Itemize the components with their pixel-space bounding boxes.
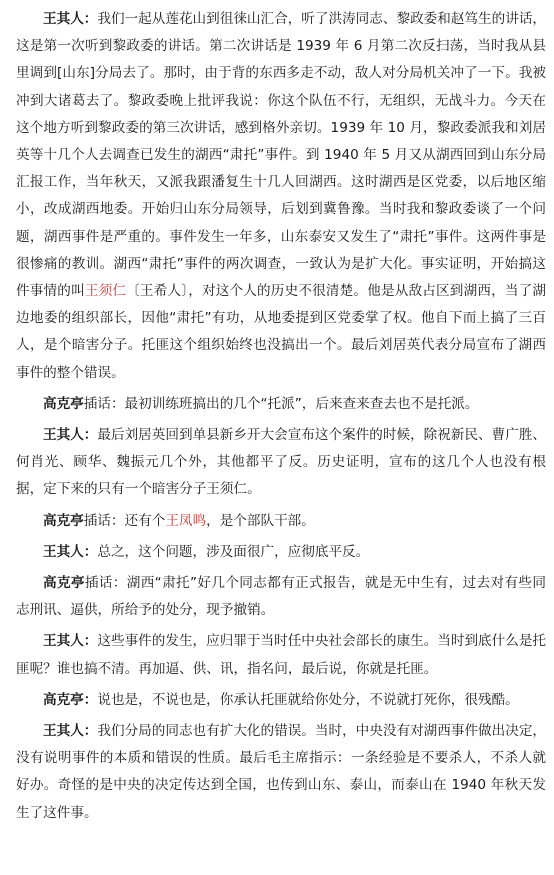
paragraph — [16, 508, 546, 535]
paragraph — [16, 391, 546, 418]
paragraph — [16, 718, 546, 827]
speaker-label: 高克亭 — [43, 395, 84, 412]
speaker-label: 高克亭 — [43, 512, 84, 529]
paragraph-text: 我们一起从莲花山到徂徕山汇合，听了洪涛同志、黎政委和赵笃生的讲话，这是第一次听到黎政委的讲话。第二次讲话是 1939 年 6 月第二次反扫荡，当时我从县里调到[山东]分局去了。那时，由于背的东西多走不动，敌人对分局机关冲了一下。我被冲到大诸葛去了。黎政委晚上批评我说：你这个队伍不行，无组织，无战斗力。今天在这个地方听到黎政委的第三次讲话，感到格外亲切。1939 年 10 月，黎政委派我和刘居英等十几个人去调查已发生的湖西“肃托”事件。到 1940 年 5 月又从湖西回到山东分局汇报工作，当年秋天，又派我跟潘复生十几人回湖西。这时湖西是区党委，以后地区缩小，改成湖西地委。开始归山东分局领导，后划到冀鲁豫。当时我和黎政委谈了一个问题，湖西事件是严重的。事件发生一年多，山东泰安又发生了“肃托”事件。这两件事是很惨痛的教训。湖西“肃托”事件的两次调查，一致认为是扩大化。事实证明，开始搞这件事情的叫 — [16, 11, 547, 300]
paragraph — [16, 422, 546, 504]
paragraph — [16, 539, 546, 566]
highlighted-name: 王凤鸣 — [165, 512, 207, 529]
speaker-label: 王其人： — [43, 11, 98, 27]
paragraph-text: 说也是，不说也是，你承认托匪就给你处分，不说就打死你，很残酷。 — [97, 691, 519, 708]
paragraph — [16, 687, 546, 714]
paragraph — [16, 628, 546, 682]
highlighted-name: 王须仁 — [84, 283, 127, 300]
speaker-label: 王其人： — [43, 633, 98, 650]
speaker-label: 王其人： — [43, 723, 98, 740]
paragraph-text: 〔王希人〕，对这个人的历史不很清楚。他是从敌占区到湖西，当了湖边地委的组织部长，因他“肃托”有功，从地委提到区党委掌了权。他自下而上搞了三百人，是个暗害分子。托匪这个组织始终也没搞出一个。最后刘居英代表分局宣布了湖西事件的整个错误。 — [16, 283, 547, 381]
speaker-label: 高克亭： — [43, 691, 98, 708]
paragraph-text: 插话：还有个 — [83, 512, 166, 529]
paragraph-text: 这些事件的发生，应归罪于当时任中央社会部长的康生。当时到底什么是托匪呢？谁也搞不清。再加逼、供、讯，指名问，最后说，你就是托匪。 — [16, 633, 547, 677]
paragraph — [16, 570, 546, 624]
paragraph-text: 最后刘居英回到单县新乡开大会宣布这个案件的时候，除祝新民、曹广胜、何肖光、顾华、魏振元几个外，其他都平了反。历史证明，宣布的这几个人也没有根据，定下来的只有一个暗害分子王须仁。 — [16, 427, 547, 498]
speaker-label: 王其人： — [43, 543, 98, 560]
paragraph-text: ，是个部队干部。 — [206, 512, 315, 529]
paragraph-text: 总之，这个问题，涉及面很广，应彻底平反。 — [97, 543, 370, 560]
speaker-label: 王其人： — [43, 427, 98, 444]
paragraph-text: 插话：湖西“肃托”好几个同志都有正式报告，就是无中生有，过去对有些同志刑讯、逼供，所给予的处分，现予撤销。 — [16, 575, 546, 619]
paragraph — [16, 6, 546, 387]
speaker-label: 高克亭 — [43, 575, 85, 592]
paragraph-text: 插话：最初训练班搞出的几个“托派”，后来查来查去也不是托派。 — [83, 395, 479, 412]
paragraph-text: 我们分局的同志也有扩大化的错误。当时，中央没有对湖西事件做出决定，没有说明事件的本质和错误的性质。最后毛主席指示：一条经验是不要杀人，不杀人就好办。奇怪的是中央的决定传达到全国，也传到山东、泰山，而泰山在 1940 年秋天发生了这件事。 — [16, 723, 547, 821]
